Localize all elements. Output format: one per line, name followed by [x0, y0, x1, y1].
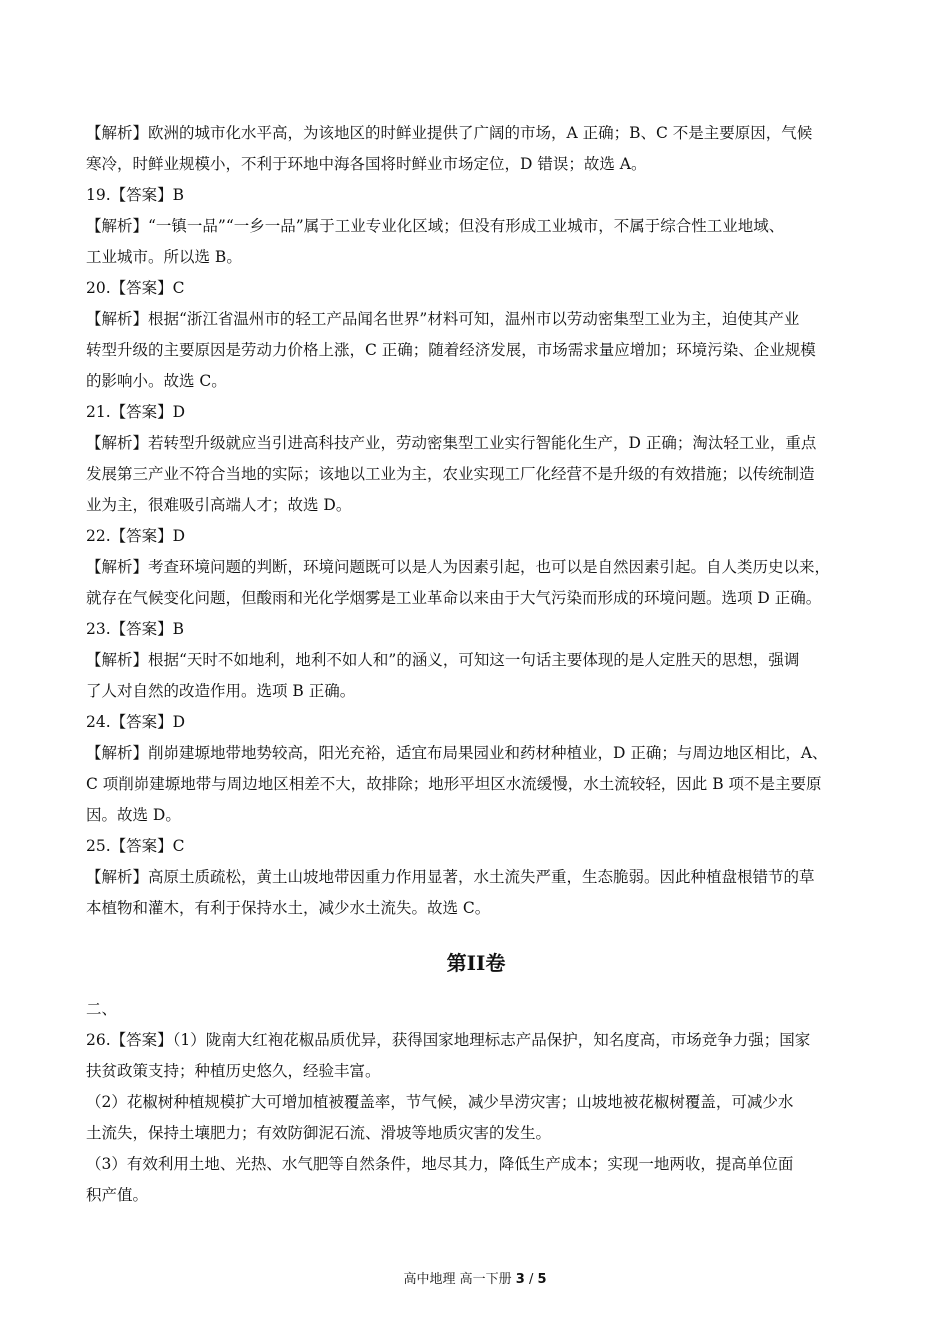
answer-line: 22.【答案】D — [86, 527, 186, 545]
explanation-line: 【解析】欧洲的城市化水平高，为该地区的时鲜业提供了广阔的市场，A 正确；B、C 不是主要原因，气候 — [86, 124, 813, 142]
explanation-line: 【解析】考查环境问题的判断，环境问题既可以是人为因素引起，也可以是自然因素引起。自人类历史以来， — [86, 558, 831, 576]
explanation-line: 【解析】若转型升级就应当引进高科技产业，劳动密集型工业实行智能化生产，D 正确；淘汰轻工业，重点 — [86, 434, 817, 452]
footer-page-number: 3 — [515, 1272, 525, 1287]
question-26-line: （2）花椒树种植规模扩大可增加植被覆盖率，节气候，减少旱涝灾害；山坡地被花椒树覆盖，可减少水 — [86, 1093, 794, 1111]
answer-line: 21.【答案】D — [86, 403, 186, 421]
answer-line: 20.【答案】C — [86, 279, 185, 297]
footer-separator: / — [524, 1272, 538, 1287]
explanation-line: 寒冷，时鲜业规模小，不利于环地中海各国将时鲜业市场定位，D 错误；故选 A。 — [86, 155, 647, 173]
explanation-line: 因。故选 D。 — [86, 806, 181, 824]
question-26-line: （3）有效利用土地、光热、水气肥等自然条件，地尽其力，降低生产成本；实现一地两收，提高单位面 — [86, 1155, 794, 1173]
explanation-line: 的影响小。故选 C。 — [86, 372, 227, 390]
answer-line: 25.【答案】C — [86, 837, 185, 855]
explanation-line: 工业城市。所以选 B。 — [86, 248, 242, 266]
section-title: 第II卷 — [446, 951, 506, 975]
explanation-line: 了人对自然的改造作用。选项 B 正确。 — [86, 682, 356, 700]
footer-page-total: 5 — [537, 1272, 547, 1287]
section-number: 二、 — [86, 1000, 118, 1018]
explanation-line: 【解析】“一镇一品”“一乡一品”属于工业专业化区域；但没有形成工业城市，不属于综合性工业地域、 — [86, 217, 785, 235]
question-26-line: 土流失，保持土壤肥力；有效防御泥石流、滑坡等地质灾害的发生。 — [86, 1124, 552, 1142]
page-footer — [0, 1268, 950, 1287]
explanation-line: 【解析】高原土质疏松，黄土山坡地带因重力作用显著，水土流失严重，生态脆弱。因此种植盘根错节的草 — [86, 868, 815, 886]
explanation-line: 发展第三产业不符合当地的实际；该地以工业为主，农业实现工厂化经营不是升级的有效措施；以传统制造 — [86, 465, 815, 483]
explanation-line: 转型升级的主要原因是劳动力价格上涨，C 正确；随着经济发展，市场需求量应增加；环境污染、企业规模 — [86, 341, 816, 359]
answer-line: 24.【答案】D — [86, 713, 186, 731]
explanation-line: 【解析】根据“浙江省温州市的轻工产品闻名世界”材料可知，温州市以劳动密集型工业为主，迫使其产业 — [86, 310, 800, 328]
question-26-line: 26.【答案】（1）陇南大红袍花椒品质优异，获得国家地理标志产品保护，知名度高，市场竞争力强；国家 — [86, 1031, 811, 1049]
explanation-line: 就存在气候变化问题，但酸雨和光化学烟雾是工业革命以来由于大气污染而形成的环境问题。选项 D 正确。 — [86, 589, 822, 607]
explanation-line: 本植物和灌木，有利于保持水土，减少水土流失。故选 C。 — [86, 899, 491, 917]
footer-title: 高中地理 高一下册 — [403, 1272, 512, 1287]
question-26-line: 扶贫政策支持；种植历史悠久，经验丰富。 — [86, 1062, 381, 1080]
explanation-line: 【解析】根据“天时不如地利，地利不如人和”的涵义，可知这一句话主要体现的是人定胜天的思想，强调 — [86, 651, 800, 669]
explanation-line: 业为主，很难吸引高端人才；故选 D。 — [86, 496, 352, 514]
question-26-line: 积产值。 — [86, 1186, 149, 1204]
explanation-line: 【解析】削峁建塬地带地势较高，阳光充裕，适宜布局果园业和药材种植业，D 正确；与周边地区相比，A、 — [86, 744, 828, 762]
answer-line: 19.【答案】B — [86, 186, 185, 204]
explanation-line: C 项削峁建塬地带与周边地区相差不大，故排除；地形平坦区水流缓慢，水土流较轻，因此 B 项不是主要原 — [86, 775, 822, 793]
answer-line: 23.【答案】B — [86, 620, 185, 638]
page-content — [86, 118, 866, 1211]
